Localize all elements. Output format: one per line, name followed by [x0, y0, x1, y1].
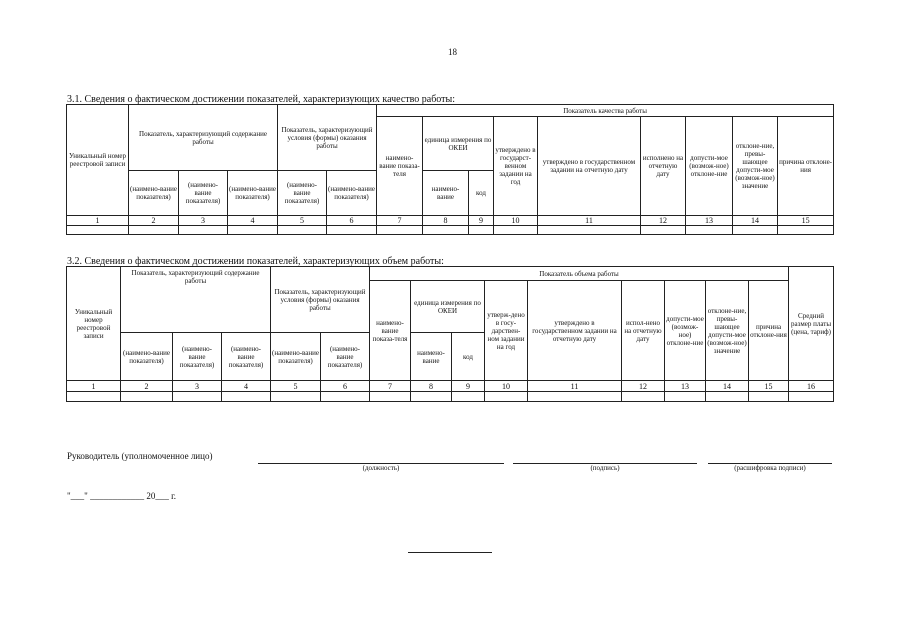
col-sub-indicator: (наимено-вание показателя): [173, 333, 222, 381]
col-unique-number: Уникальный номер реестровой записи: [67, 105, 129, 216]
col-number: 13: [686, 216, 733, 226]
col-number: 1: [67, 216, 129, 226]
col-sub-indicator: (наимено-вание показателя): [271, 333, 321, 381]
col-number: 11: [538, 216, 641, 226]
col-unique-number: Уникальный номер реестровой записи: [67, 267, 121, 381]
col-deviation-reason: причина отклоне-ния: [778, 117, 834, 216]
head-signature-label: Руководитель (уполномоченное лицо): [67, 451, 213, 461]
col-number: 15: [749, 381, 789, 392]
col-group-quality: Показатель качества работы: [377, 105, 834, 117]
col-conditions-indicator: Показатель, характеризующий условия (формы) оказания работы: [278, 105, 377, 171]
section-3-1-title: 3.1. Сведения о фактическом достижении показателей, характеризующих качество работы:: [67, 94, 456, 105]
col-number: 3: [173, 381, 222, 392]
col-number: 14: [733, 216, 778, 226]
position-caption: (должность): [362, 464, 400, 472]
col-average-fee: Средний размер платы (цена, тариф): [789, 267, 834, 381]
col-approved-year: утверждено в государст-венном задании на год: [494, 117, 538, 216]
col-conditions-indicator: Показатель, характеризующий условия (формы) оказания работы: [271, 267, 370, 333]
col-number: 8: [411, 381, 452, 392]
col-number: 6: [321, 381, 370, 392]
col-number: 9: [452, 381, 485, 392]
col-number: 10: [485, 381, 528, 392]
col-number: 1: [67, 381, 121, 392]
col-group-volume: Показатель объема работы: [370, 267, 789, 281]
quality-indicators-table: [66, 104, 834, 235]
col-number: 13: [665, 381, 706, 392]
col-unit: единица измерения по ОКЕИ: [423, 117, 494, 171]
col-exceeding-deviation: отклоне-ние, превы-шающее допусти-мое (возмож-ное) значение: [706, 281, 749, 381]
col-number: 2: [129, 216, 179, 226]
section-3-2-title: 3.2. Сведения о фактическом достижении показателей, характеризующих объем работы:: [67, 256, 444, 267]
col-number: 6: [327, 216, 377, 226]
col-unit-name: наимено-вание: [423, 171, 469, 216]
col-number: 3: [179, 216, 228, 226]
col-deviation-reason: причина отклоне-ния: [749, 281, 789, 381]
col-number: 16: [789, 381, 834, 392]
col-sub-indicator: (наимено-вание показателя): [321, 333, 370, 381]
col-content-indicator: Показатель, характеризующий содержание работы: [129, 105, 278, 171]
col-number: 4: [222, 381, 271, 392]
col-number: 5: [271, 381, 321, 392]
col-number: 9: [469, 216, 494, 226]
date-line: "___" ____________ 20___ г.: [67, 491, 177, 501]
col-sub-indicator: (наимено-вание показателя): [129, 171, 179, 216]
col-exceeding-deviation: отклоне-ние, превы-шающее допусти-мое (возмож-ное) значение: [733, 117, 778, 216]
col-indicator-name: наимено-вание показа-теля: [370, 281, 411, 381]
signature-caption: (подпись): [590, 464, 620, 472]
col-approved-date: утверждено в государственном задании на отчетную дату: [538, 117, 641, 216]
col-sub-indicator: (наимено-вание показателя): [278, 171, 327, 216]
col-indicator-name: наимено-вание показа-теля: [377, 117, 423, 216]
footer-rule: [408, 552, 492, 553]
col-unit-name: наимено-вание: [411, 333, 452, 381]
col-approved-date: утверждено в государственном задании на отчетную дату: [528, 281, 622, 381]
col-allowed-deviation: допусти-мое (возмож-ное) отклоне-ние: [665, 281, 706, 381]
volume-indicators-table: [66, 266, 834, 402]
col-number: 7: [370, 381, 411, 392]
col-sub-indicator: (наимено-вание показателя): [327, 171, 377, 216]
col-number: 4: [228, 216, 278, 226]
col-sub-indicator: (наимено-вание показателя): [228, 171, 278, 216]
col-allowed-deviation: допусти-мое (возмож-ное) отклоне-ние: [686, 117, 733, 216]
col-done: испол-нено на отчетную дату: [622, 281, 665, 381]
col-approved-year: утверж-дено в госу-дарствен-ном задании на год: [485, 281, 528, 381]
col-unit-code: код: [452, 333, 485, 381]
page-number: 18: [448, 47, 457, 57]
col-number: 10: [494, 216, 538, 226]
decode-caption: (расшифровка подписи): [734, 464, 806, 472]
col-sub-indicator: (наимено-вание показателя): [179, 171, 228, 216]
col-sub-indicator: (наимено-вание показателя): [222, 333, 271, 381]
table-row: [67, 392, 834, 402]
col-number: 12: [622, 381, 665, 392]
col-number: 15: [778, 216, 834, 226]
col-number: 8: [423, 216, 469, 226]
col-unit: единица измерения по ОКЕИ: [411, 281, 485, 333]
col-sub-indicator: (наимено-вание показателя): [121, 333, 173, 381]
col-content-indicator: Показатель, характеризующий содержание работы: [121, 267, 271, 333]
col-unit-code: код: [469, 171, 494, 216]
col-number: 5: [278, 216, 327, 226]
col-number: 7: [377, 216, 423, 226]
col-number: 12: [641, 216, 686, 226]
col-done: исполнено на отчетную дату: [641, 117, 686, 216]
col-number: 14: [706, 381, 749, 392]
col-number: 11: [528, 381, 622, 392]
table-row: [67, 226, 834, 235]
col-number: 2: [121, 381, 173, 392]
